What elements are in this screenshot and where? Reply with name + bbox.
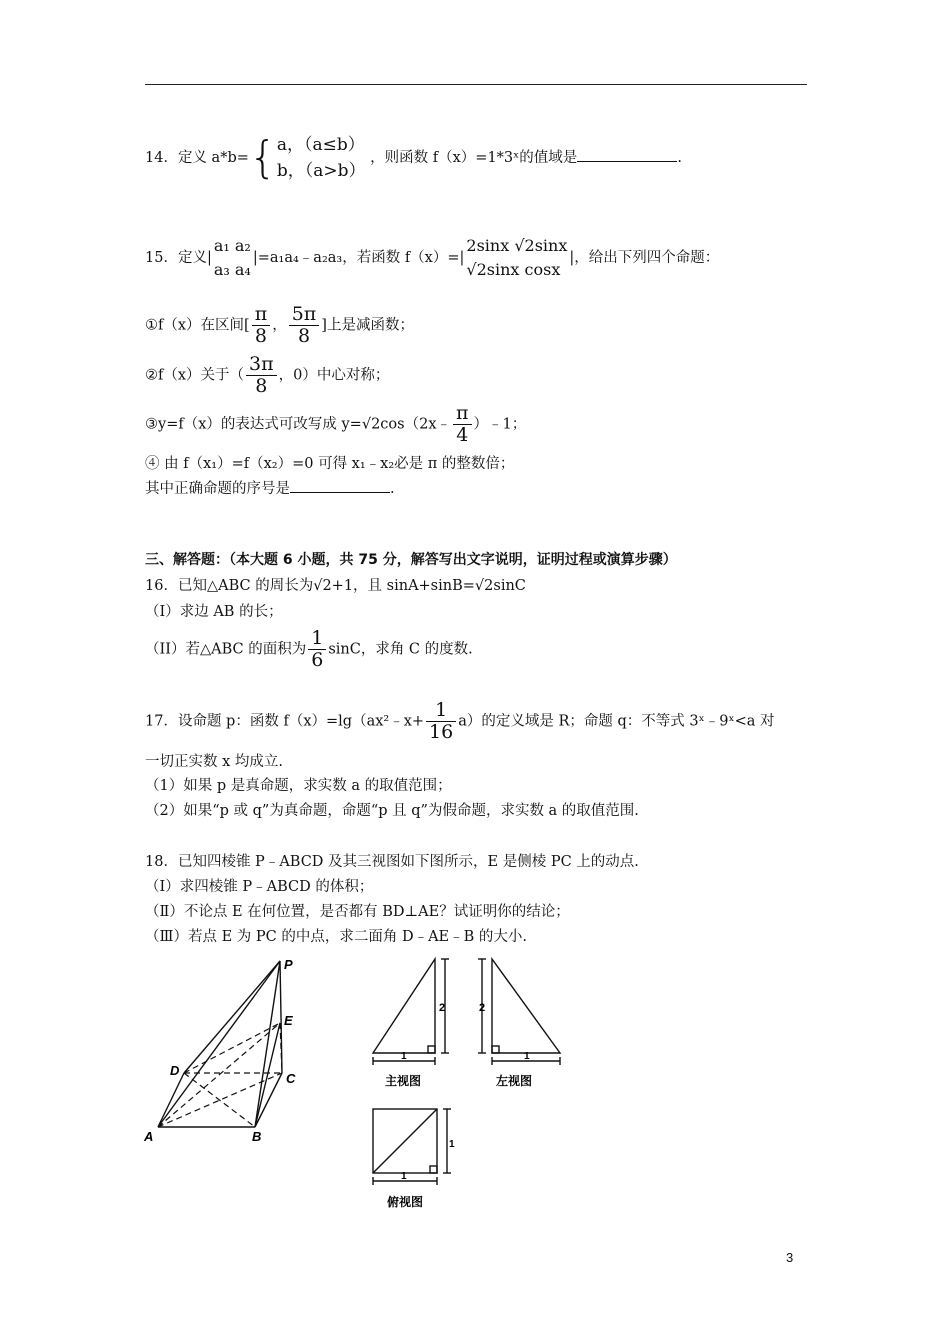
side-view-caption: 左视图 bbox=[496, 1074, 533, 1088]
q15-fdet-row2: √2sinx cosx bbox=[466, 260, 561, 279]
q18-line-3: （Ⅱ）不论点 E 在何位置，是否都有 BD⊥AE？试证明你的结论； bbox=[145, 904, 570, 920]
side-view-figure bbox=[470, 955, 570, 1090]
frac-num: 3π bbox=[246, 354, 277, 376]
q17-line-1 bbox=[145, 700, 775, 743]
q15-mid: |=a₁a₄﹣a₂a₃，若函数 f（x）=| bbox=[252, 250, 465, 266]
q15-answer-blank bbox=[290, 480, 390, 493]
question-15 bbox=[145, 234, 719, 282]
frac-num: 5π bbox=[289, 304, 320, 326]
label-B: B bbox=[252, 1129, 262, 1144]
frac-num: 1 bbox=[308, 628, 326, 650]
label-P: P bbox=[284, 957, 293, 972]
frac-den: 16 bbox=[429, 720, 454, 743]
frac-den: 4 bbox=[456, 423, 469, 446]
q15-p3-b: ）﹣1； bbox=[473, 416, 527, 433]
q15-det-def bbox=[212, 234, 253, 282]
section-3-heading: 三、解答题：（本大题 6 小题，共 75 分，解答写出文字说明，证明过程或演算步骤） bbox=[145, 552, 677, 568]
top-view-caption: 俯视图 bbox=[387, 1195, 424, 1209]
q15-suffix: |，给出下列四个命题： bbox=[569, 250, 720, 266]
q16-line-1: 16．已知△ABC 的周长为√2+1，且 sinA+sinB=√2sinC bbox=[145, 578, 526, 594]
q15-fdet-row1: 2sinx √2sinx bbox=[466, 236, 568, 255]
top-view-figure bbox=[365, 1105, 465, 1210]
q14-answer-blank bbox=[577, 149, 677, 162]
q15-fdet bbox=[464, 234, 569, 282]
frac-num: π bbox=[453, 403, 472, 425]
q18-line-4: （Ⅲ）若点 E 为 PC 的中点，求二面角 D﹣AE﹣B 的大小. bbox=[145, 929, 528, 945]
q17-line-2: 一切正实数 x 均成立. bbox=[145, 754, 284, 770]
label-D: D bbox=[170, 1063, 180, 1078]
header-rule bbox=[145, 84, 807, 85]
front-view-caption: 主视图 bbox=[385, 1074, 422, 1088]
q14-suffix: ，则函数 f（x）=1*3ˣ的值域是 bbox=[370, 150, 578, 166]
frac-den: 8 bbox=[297, 324, 311, 347]
frac-den: 6 bbox=[311, 648, 324, 671]
q18-line-1: 18．已知四棱锥 P﹣ABCD 及其三视图如下图所示，E 是侧棱 PC 上的动点. bbox=[145, 854, 639, 870]
front-view-figure bbox=[365, 955, 465, 1090]
q15-det-row1: a₁ a₂ bbox=[213, 236, 251, 255]
q14-case1: a，（a≤b） bbox=[276, 135, 365, 155]
q15-prop-4: ④ 由 f（x₁）=f（x₂）=0 可得 x₁﹣x₂必是 π 的整数倍； bbox=[145, 456, 515, 472]
q15-end: . bbox=[390, 481, 395, 497]
fraction bbox=[289, 304, 320, 347]
frac-den: 8 bbox=[255, 374, 268, 397]
side-dim-1: 1 bbox=[524, 1051, 530, 1062]
front-dim-1: 1 bbox=[401, 1051, 407, 1062]
q17-line-4: （2）如果“p 或 q”为真命题，命题“p 且 q”为假命题，求实数 a 的取值范围. bbox=[145, 803, 639, 819]
q15-p1-a: ①f（x）在区间[ bbox=[145, 317, 250, 334]
frac-num: π bbox=[252, 304, 271, 326]
frac-den: 8 bbox=[254, 324, 267, 347]
question-14 bbox=[145, 132, 682, 184]
q17-line1-b: a）的定义域是 R；命题 q：不等式 3ˣ﹣9ˣ<a 对 bbox=[458, 713, 775, 730]
pyramid-figure bbox=[140, 955, 315, 1150]
label-C: C bbox=[286, 1071, 296, 1086]
fraction bbox=[246, 354, 277, 397]
q16-line-3 bbox=[145, 628, 473, 671]
q17-line1-a: 17．设命题 p：函数 f（x）=lg（ax²﹣x+ bbox=[145, 713, 425, 730]
q15-prop-1 bbox=[145, 304, 414, 347]
front-dim-2: 2 bbox=[439, 1002, 446, 1014]
frac-num: 1 bbox=[426, 700, 456, 722]
side-dim-2: 2 bbox=[479, 1002, 486, 1014]
label-E: E bbox=[284, 1013, 293, 1028]
q15-p2-a: ②f（x）关于（ bbox=[145, 367, 245, 384]
q15-ask-text: 其中正确命题的序号是 bbox=[145, 481, 290, 497]
fraction bbox=[252, 304, 271, 347]
q18-line-2: （Ⅰ）求四棱锥 P﹣ABCD 的体积； bbox=[145, 879, 374, 895]
q14-case2: b，（a>b） bbox=[276, 161, 366, 181]
q15-det-row2: a₃ a₄ bbox=[213, 260, 251, 279]
q14-cases bbox=[277, 132, 366, 184]
q16-line3-b: sinC，求角 C 的度数. bbox=[328, 641, 473, 658]
q16-line-2: （I）求边 AB 的长； bbox=[145, 604, 283, 620]
q15-p1-b: ]上是减函数； bbox=[321, 317, 414, 334]
q15-p1-comma: ， bbox=[272, 317, 287, 334]
label-A: A bbox=[144, 1129, 154, 1144]
q15-p3-a: ③y=f（x）的表达式可改写成 y=√2cos（2x﹣ bbox=[145, 416, 451, 433]
q14-end: . bbox=[677, 150, 682, 166]
q15-p2-b: ，0）中心对称； bbox=[278, 367, 390, 384]
q17-line-3: （1）如果 p 是真命题，求实数 a 的取值范围； bbox=[145, 778, 452, 794]
q15-prop-2 bbox=[145, 354, 389, 397]
q16-line3-a: （II）若△ABC 的面积为 bbox=[145, 641, 307, 658]
top-dim-1-vertical: 1 bbox=[449, 1139, 455, 1150]
q14-prefix: 14．定义 a*b= bbox=[145, 150, 249, 166]
q15-prefix: 15．定义| bbox=[145, 250, 212, 266]
fraction bbox=[426, 700, 456, 743]
left-brace: { bbox=[248, 132, 277, 183]
page-number: 3 bbox=[786, 1250, 794, 1265]
top-dim-1-horizontal: 1 bbox=[401, 1171, 407, 1182]
fraction bbox=[308, 628, 326, 671]
q15-prop-3 bbox=[145, 403, 526, 446]
q15-ask bbox=[145, 477, 395, 498]
fraction bbox=[453, 403, 472, 446]
